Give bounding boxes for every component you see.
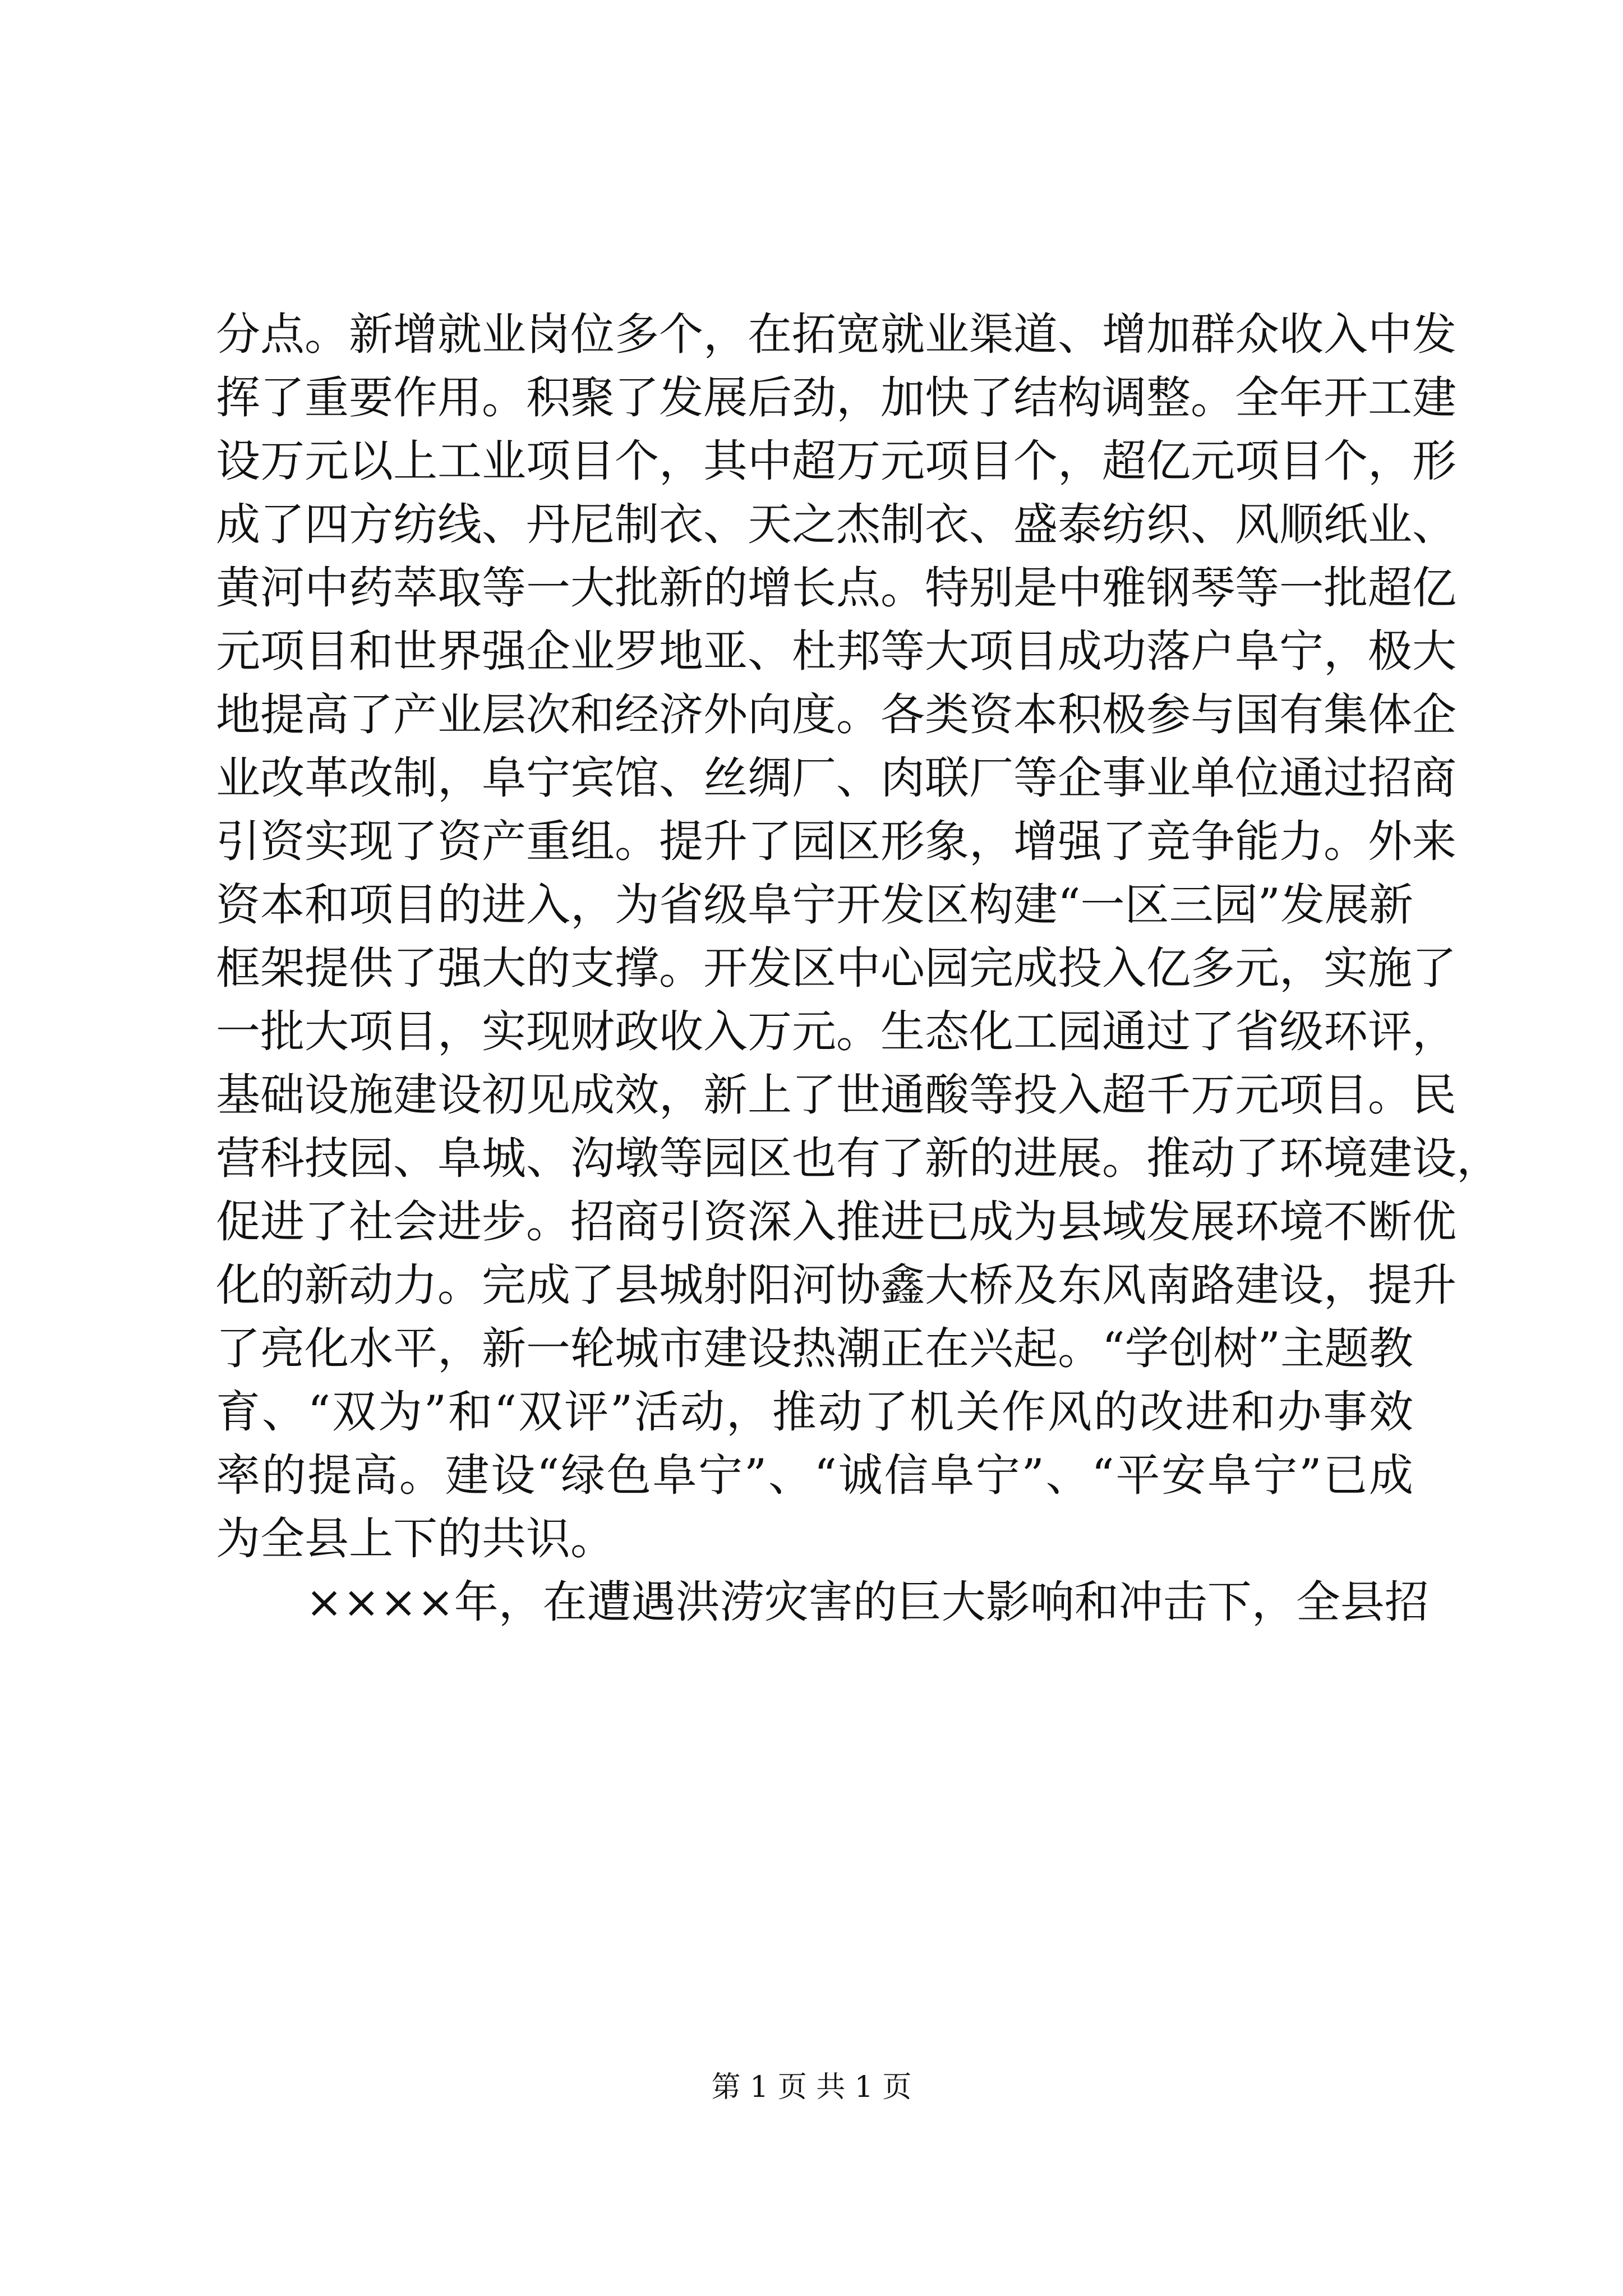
- paragraph-2-line: ××××年，在遭遇洪涝灾害的巨大影响和冲击下，全县招: [306, 1576, 1429, 1628]
- body-line: 业改革改制，阜宁宾馆、丝绸厂、肉联厂等企事业单位通过招商: [216, 752, 1456, 804]
- page-footer: 第 1 页 共 1 页: [711, 2070, 912, 2104]
- body-line: 框架提供了强大的支撑。开发区中心园完成投入亿多元，实施了: [216, 942, 1456, 994]
- body-line: 设万元以上工业项目个，其中超万元项目个，超亿元项目个，形: [216, 435, 1456, 487]
- body-line: 挥了重要作用。积聚了发展后劲，加快了结构调整。全年开工建: [216, 372, 1456, 424]
- body-line: 资本和项目的进入，为省级阜宁开发区构建“一区三园”发展新: [216, 879, 1413, 931]
- body-line: 一批大项目，实现财政收入万元。生态化工园通过了省级环评，: [216, 1006, 1456, 1057]
- body-line: 黄河中药萃取等一大批新的增长点。特别是中雅钢琴等一批超亿: [216, 562, 1456, 614]
- body-line: 地提高了产业层次和经济外向度。各类资本积极参与国有集体企: [216, 689, 1456, 740]
- body-line: 成了四方纺线、丹尼制衣、天之杰制衣、盛泰纺织、风顺纸业、: [216, 499, 1456, 550]
- body-line: 促进了社会进步。招商引资深入推进已成为县域发展环境不断优: [216, 1196, 1456, 1248]
- body-line: 率的提高。建设“绿色阜宁”、“诚信阜宁”、“平安阜宁”已成: [216, 1450, 1413, 1501]
- body-line: 基础设施建设初见成效，新上了世通酸等投入超千万元项目。民: [216, 1069, 1456, 1121]
- document-body: [216, 303, 1501, 1634]
- body-line: 引资实现了资产重组。提升了园区形象，增强了竞争能力。外来: [216, 816, 1456, 867]
- body-line: 化的新动力。完成了县城射阳河协鑫大桥及东风南路建设，提升: [216, 1259, 1456, 1311]
- body-line: 营科技园、阜城、沟墩等园区也有了新的进展。推动了环境建设，: [216, 1133, 1501, 1184]
- body-line: 分点。新增就业岗位多个，在拓宽就业渠道、增加群众收入中发: [216, 309, 1456, 360]
- body-line: 了亮化水平，新一轮城市建设热潮正在兴起。“学创树”主题教: [216, 1323, 1413, 1374]
- body-line: 育、“双为”和“双评”活动，推动了机关作风的改进和办事效: [216, 1386, 1413, 1438]
- body-line: 元项目和世界强企业罗地亚、杜邦等大项目成功落户阜宁，极大: [216, 625, 1456, 677]
- body-line: 为全县上下的共识。: [216, 1513, 615, 1565]
